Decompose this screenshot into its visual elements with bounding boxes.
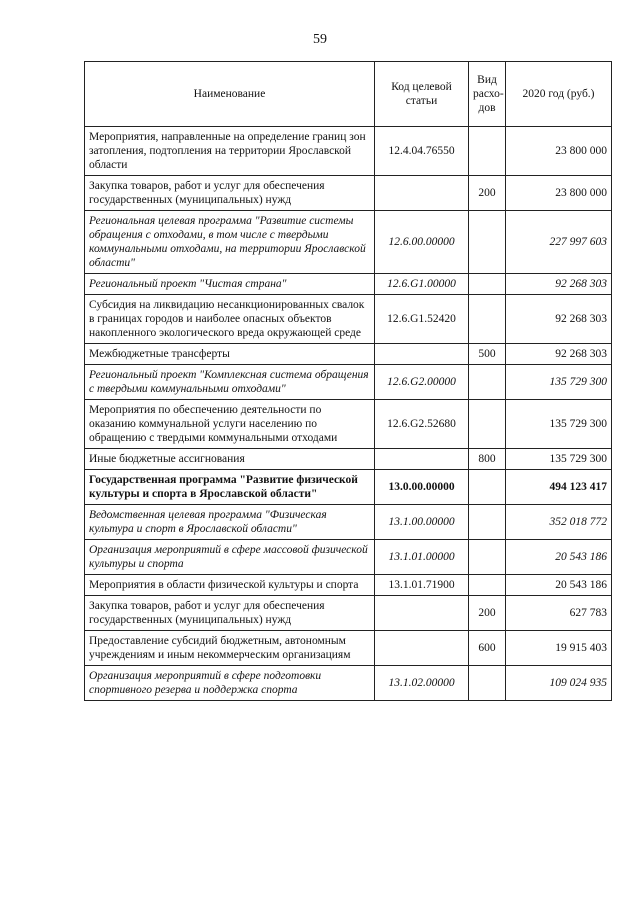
cell-kind	[469, 365, 506, 400]
table-row	[85, 295, 612, 344]
table-row	[85, 540, 612, 575]
table-row	[85, 274, 612, 295]
cell-kind	[469, 127, 506, 176]
cell-name: Предоставление субсидий бюджетным, автономным учреждениям и иным некоммерческим организациям	[85, 631, 375, 666]
page-number: 59	[313, 32, 327, 47]
cell-kind	[469, 211, 506, 274]
cell-sum: 109 024 935	[506, 666, 612, 701]
cell-name: Закупка товаров, работ и услуг для обеспечения государственных (муниципальных) нужд	[85, 176, 375, 211]
cell-code: 12.6.G2.00000	[375, 365, 469, 400]
header-sum: 2020 год (руб.)	[506, 62, 612, 127]
cell-code: 12.6.G1.52420	[375, 295, 469, 344]
cell-sum: 92 268 303	[506, 295, 612, 344]
cell-name: Закупка товаров, работ и услуг для обеспечения государственных (муниципальных) нужд	[85, 596, 375, 631]
cell-code: 13.1.01.00000	[375, 540, 469, 575]
table-row	[85, 631, 612, 666]
cell-sum: 135 729 300	[506, 449, 612, 470]
cell-name: Мероприятия по обеспечению деятельности по оказанию коммунальной услуги населению по обращению с твердыми коммунальными отходами	[85, 400, 375, 449]
cell-kind: 500	[469, 344, 506, 365]
cell-name: Иные бюджетные ассигнования	[85, 449, 375, 470]
cell-sum: 92 268 303	[506, 344, 612, 365]
table-row	[85, 211, 612, 274]
cell-name: Региональный проект "Чистая страна"	[85, 274, 375, 295]
cell-kind	[469, 400, 506, 449]
cell-sum: 352 018 772	[506, 505, 612, 540]
cell-kind	[469, 470, 506, 505]
cell-kind	[469, 295, 506, 344]
cell-kind: 200	[469, 176, 506, 211]
table-header-row	[85, 62, 612, 127]
header-kind: Вид расхо-дов	[469, 62, 506, 127]
cell-code: 12.6.G2.52680	[375, 400, 469, 449]
cell-code: 13.1.00.00000	[375, 505, 469, 540]
cell-sum: 23 800 000	[506, 127, 612, 176]
cell-name: Межбюджетные трансферты	[85, 344, 375, 365]
cell-code: 13.0.00.00000	[375, 470, 469, 505]
cell-sum: 135 729 300	[506, 365, 612, 400]
cell-kind	[469, 666, 506, 701]
cell-name: Субсидия на ликвидацию несанкционированных свалок в границах городов и наиболее опасных объектов накопленного экологического вреда окружающей среде	[85, 295, 375, 344]
cell-sum: 19 915 403	[506, 631, 612, 666]
cell-name: Мероприятия в области физической культуры и спорта	[85, 575, 375, 596]
header-name: Наименование	[85, 62, 375, 127]
cell-kind: 800	[469, 449, 506, 470]
cell-name: Организация мероприятий в сфере подготовки спортивного резерва и поддержка спорта	[85, 666, 375, 701]
cell-kind: 200	[469, 596, 506, 631]
cell-name: Региональный проект "Комплексная система обращения с твердыми коммунальными отходами"	[85, 365, 375, 400]
cell-code: 13.1.02.00000	[375, 666, 469, 701]
cell-kind	[469, 274, 506, 295]
cell-code: 12.6.G1.00000	[375, 274, 469, 295]
table-row	[85, 449, 612, 470]
cell-name: Ведомственная целевая программа "Физическая культура и спорт в Ярославской области"	[85, 505, 375, 540]
table-row	[85, 400, 612, 449]
table-row	[85, 344, 612, 365]
cell-code	[375, 449, 469, 470]
cell-kind: 600	[469, 631, 506, 666]
cell-code	[375, 344, 469, 365]
cell-code: 12.4.04.76550	[375, 127, 469, 176]
cell-sum: 494 123 417	[506, 470, 612, 505]
table-row	[85, 666, 612, 701]
table-row	[85, 596, 612, 631]
cell-code	[375, 596, 469, 631]
cell-code	[375, 176, 469, 211]
table-row	[85, 575, 612, 596]
table-row	[85, 127, 612, 176]
cell-code	[375, 631, 469, 666]
table-row	[85, 470, 612, 505]
cell-sum: 23 800 000	[506, 176, 612, 211]
cell-kind	[469, 540, 506, 575]
budget-table	[84, 61, 612, 701]
cell-sum: 20 543 186	[506, 575, 612, 596]
cell-sum: 627 783	[506, 596, 612, 631]
cell-sum: 135 729 300	[506, 400, 612, 449]
cell-sum: 227 997 603	[506, 211, 612, 274]
cell-kind	[469, 505, 506, 540]
cell-name: Мероприятия, направленные на определение границ зон затопления, подтопления на территории Ярославской области	[85, 127, 375, 176]
cell-name: Региональная целевая программа "Развитие системы обращения с отходами, в том числе с твердыми коммунальными отходами, на территории Ярославской области"	[85, 211, 375, 274]
table-row	[85, 505, 612, 540]
table-row	[85, 176, 612, 211]
header-code: Код целевой статьи	[375, 62, 469, 127]
cell-name: Организация мероприятий в сфере массовой физической культуры и спорта	[85, 540, 375, 575]
cell-sum: 20 543 186	[506, 540, 612, 575]
cell-code: 13.1.01.71900	[375, 575, 469, 596]
table-row	[85, 365, 612, 400]
cell-name: Государственная программа "Развитие физической культуры и спорта в Ярославской области"	[85, 470, 375, 505]
cell-kind	[469, 575, 506, 596]
cell-code: 12.6.00.00000	[375, 211, 469, 274]
cell-sum: 92 268 303	[506, 274, 612, 295]
